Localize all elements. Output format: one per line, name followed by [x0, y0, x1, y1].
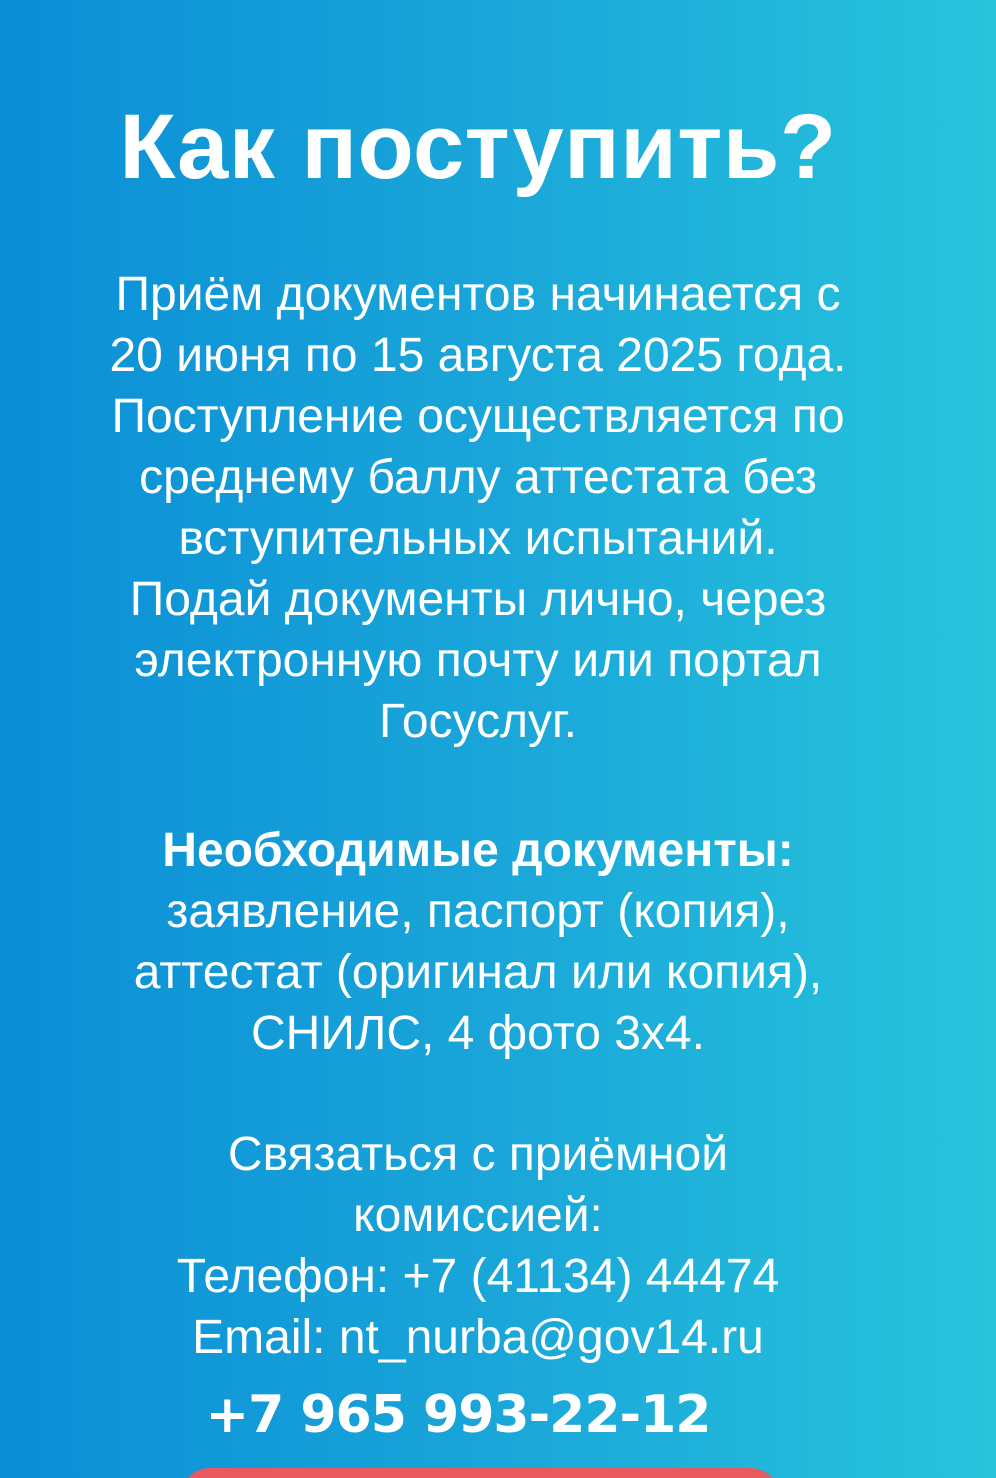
intro-line: Поступление осуществляется по: [111, 390, 845, 443]
contacts-section: [0, 1124, 956, 1368]
documents-line: заявление, паспорт (копия),: [166, 885, 790, 938]
mobile-phone-number[interactable]: +7 965 993-22-12: [205, 1385, 711, 1445]
admission-dates-text: [0, 264, 956, 752]
intro-line: электронную почту или портал: [134, 634, 822, 687]
phone-text[interactable]: Телефон: +7 (41134) 44474: [176, 1250, 780, 1303]
cta-button[interactable]: [180, 1468, 780, 1478]
documents-line: СНИЛС, 4 фото 3х4.: [250, 1007, 706, 1060]
contacts-heading-line: комиссией:: [353, 1189, 603, 1242]
intro-line: Подай документы лично, через: [129, 573, 827, 626]
required-documents: [0, 820, 956, 1064]
intro-line: среднему баллу аттестата без: [139, 451, 817, 504]
contacts-heading-line: Связаться с приёмной: [227, 1128, 729, 1181]
intro-line: Приём документов начинается с: [115, 268, 841, 321]
intro-line: Госуслуг.: [379, 695, 577, 748]
documents-line: аттестат (оригинал или копия),: [133, 946, 823, 999]
intro-line: 20 июня по 15 августа 2025 года.: [109, 329, 847, 382]
intro-line: вступительных испытаний.: [178, 512, 778, 565]
email-link[interactable]: Email: nt_nurba@gov14.ru: [192, 1311, 764, 1364]
page-title: Как поступить?: [119, 96, 837, 198]
required-documents-heading: Необходимые документы:: [162, 824, 794, 877]
